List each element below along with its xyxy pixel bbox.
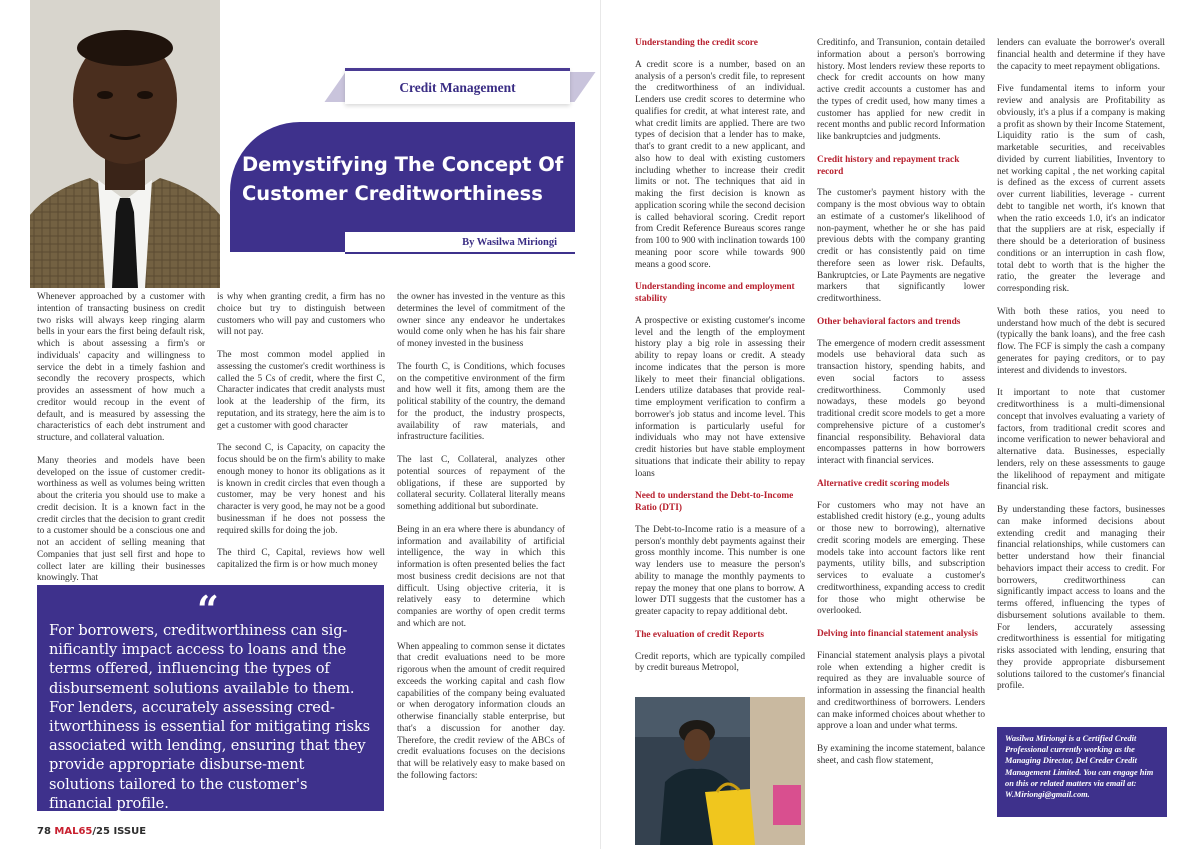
paragraph: The last C, Collateral, analyzes other potential sources of repayment of the obligations, if these are supported by collateral security. Collateral literally means something additional but subordinate. (397, 455, 565, 512)
paragraph: With both these ratios, you need to understand how much of the debt is secured (typically the bank loans), and the free cash flow. The FCF is simply the cash a company generates for paying creditors, or to pay interest and dividends to investors. (997, 306, 1165, 376)
left-column-3 (397, 292, 565, 794)
paragraph: The emergence of modern credit assessment models use behavioral data such as transaction history, spending habits, and even social factors to assess creditworthiness. Commonly used nowadays, these models go beyond traditional credit score models to get a more comprehensive picture of a customer's financial responsibility. Behavioral data encompasses patterns in how borrowers interact with financial services. (817, 338, 985, 466)
section-heading: The evaluation of credit Reports (635, 629, 765, 640)
paragraph: When appealing to common sense it dictates that credit evaluations need to be more rigorous when the amount of credit required exceeds the working capital and cash flow capabilities of the company being evaluated or when derogatory information clouds an otherwise financially stable enterprise, but that's a discussion for another day. Therefore, the credit review of the ABCs of credit evaluations focuses on the decisions that will be relatively easy to make based on the following factors: (397, 641, 565, 781)
pull-quote-text: For borrowers, creditworthiness can sig-nificantly impact access to loans and the terms offered, influencing the types of disbursement solutions available to them. For lenders, accurately assessing cred-itworthiness is essential for mitigating risks associated with lending, ensuring that they provide appropriate disburse-ment solutions tailored to the customer's financial profile. (49, 622, 371, 812)
paragraph: lenders can evaluate the borrower's overall financial health and determine if they have the capacity to meet repayment obligations. (997, 38, 1165, 72)
paragraph: Whenever approached by a customer with intention of transacting business on credit two risks will always keep ringing alarm bells in your ears the first being default risk, which is about assessing a firm's or individuals' capacity and willingness to service the debt in a timely fashion and secondly the recovery prospects, which provides an assessment of how much a creditor would recoup in the event of default, and is measured by assessing the characteristics of each debt instrument and structure, and collateral valuation. (37, 292, 205, 443)
article-photo (635, 697, 805, 845)
issue-label: /25 ISSUE (92, 826, 147, 837)
pull-quote (37, 585, 384, 811)
paragraph: The most common model applied in assessing the customer's credit worthiness is called the 5 Cs of credit, where the first C, Character indicates that credit analysts must look at the leadership of the firm, its reputation, and its strategy, here the aim is to get a customer with good character (217, 350, 385, 431)
magazine-brand: MAL65 (54, 826, 93, 837)
section-heading: Understanding income and employment stability (635, 282, 795, 304)
section-heading: Understanding the credit score (635, 38, 758, 48)
right-column-3 (997, 38, 1165, 704)
section-heading: Need to understand the Debt-to-Income Ratio (DTI) (635, 491, 794, 513)
section-heading: Other behavioral factors and trends (817, 316, 961, 327)
paragraph: The Debt-to-Income ratio is a measure of a person's monthly debt payments against their gross monthly income. This number is one way lenders use to measure the person's ability to manage the monthly payments to repay the money that one plans to borrow. A lower DTI suggests that the customer has a greater capacity to repay additional debt. (635, 524, 805, 617)
paragraph: The fourth C, is Conditions, which focuses on the competitive environment of the firm and how well it fits, among them are the political stability of the country, the demand for the product, the industry prospects, availability of raw materials, and infrastructure facilities. (397, 361, 565, 443)
paragraph: Creditinfo, and Transunion, contain detailed information about a person's borrowing history. Most lenders review these reports to check for credit accounts on how many active credit accounts a customer has and the types of credit used, how many times a customer has applied for new credit in recent months and public record Information like bankruptcies and judgments. (817, 38, 985, 142)
section-heading: Alternative credit scoring models (817, 478, 950, 489)
article-title: Demystifying The Concept Of Customer Creditworthiness (242, 153, 564, 205)
byline: By Wasilwa Miriongi (345, 232, 575, 254)
author-portrait (30, 0, 220, 288)
left-column-1 (37, 292, 205, 596)
left-column-2 (217, 292, 385, 583)
paragraph: Credit reports, which are typically compiled by credit bureaus Metropol, (635, 651, 805, 674)
paragraph: the owner has invested in the venture as this determines the level of commitment of the owner since any endeavor he undertakes would come only when he has his fair share of money invested in the business (397, 292, 565, 349)
paragraph: Financial statement analysis plays a pivotal role when extending a higher credit is required as they are invaluable source of information in assessing the financial health and creditworthiness of borrowers. Lenders can make informed choices about whether to approve a loan and under what terms. (817, 650, 985, 732)
section-label: Credit Management (345, 68, 570, 104)
paragraph: For customers who may not have an established credit history (e.g., young adults or those new to borrowing), alternative credit scoring models are emerging. These models take into account factors like rent payments, utility bills, and subscription services to evaluate a customer's creditworthiness, expanding access to credit for those who might otherwise be overlooked. (817, 500, 985, 617)
page-number: 78 (37, 826, 51, 837)
page-footer (37, 826, 146, 837)
paragraph: Five fundamental items to inform your review and analysis are Profitability as obviously, it's a plus if a company is making a profit as shown by their Income Statement, Liquidity ratio is the sum of cash, marketable securities, and receivables divided by current liabilities, Inventory to net working capital , the net working capital is defined as the excess of current assets over current liabilities, leverage - current debt to tangible net worth, it's known that when the ratio exceeds 1.0, it's an indicator that the suppliers are at risk, especially if there should be a deterioration of business conditions or an interruption in cash flow, total debt to worth that is the higher the ratio, the greater the leverage and corresponding risk. (997, 84, 1165, 294)
author-bio: Wasilwa Miriongi is a Certified Credit Professional currently working as the Managing Director, Del Creder Credit Management Limited. You can engage him on this or related matters via email at: W.Miriongi@gmail.com. (997, 727, 1167, 817)
photo-illustration (635, 697, 805, 845)
paragraph: By examining the income statement, balance sheet, and cash flow statement, (817, 744, 985, 766)
paragraph: A credit score is a number, based on an analysis of a person's credit file, to represent the creditworthiness of an individual. Lenders use credit scores to determine who qualifies for credit, at what interest rate, and what credit limits are applied. There are two types of decision that a lender has to make, that's to grant credit to a new applicant, and also how to deal with existing customers including whether to increase their credit limits or not. The techniques that aid in making the first decision is known as application scoring while the second decision is called behavioral scoring. Credit report from Credit Reference Bureaus scores range from 100 to 900 with inclination towards 100 meaning poor score while towards 900 means a good score. (635, 59, 805, 270)
right-column-1 (635, 38, 805, 686)
right-column-2 (817, 38, 985, 779)
paragraph: The customer's payment history with the company is the most obvious way to obtain an estimate of a customer's likelihood of non-payment, whether he or she has paid previous debts with the company granting credit or has consistently paid on time therefore seen as lower risk. Defaults, Bankruptcies, or Late Payments are negative markers that significantly lower creditworthiness. (817, 188, 985, 304)
section-heading: Credit history and repayment track record (817, 154, 960, 177)
paragraph: Many theories and models have been developed on the issue of customer credit-worthiness as well as volumes being written about the criteria you should use to make a credit decision. It is a known fact in the credit circles that the decision to grant credit to a customer should be a conscious one and not an accident of selling meaning that Companies that just sell first and hope to collect later are killing their businesses knowingly. That (37, 455, 205, 584)
paragraph: A prospective or existing customer's income level and the length of the employment history play a big role in assessing their ability to repay loans or credit. A steady income indicates that the person is more likely to meet their financial obligations. Lenders utilize databases that provide real-time employment verification to confirm a borrower's job status and income level. This information is particularly useful for individuals who may not have extensive credit histories but have stable employment situations that indicate their ability to repay loans (635, 315, 805, 479)
paragraph: is why when granting credit, a firm has no choice but try to distinguish between customers who will pay and customers who will not pay. (217, 292, 385, 338)
paragraph: By understanding these factors, businesses can make informed decisions about extending credit and managing their financial relationships, while customers can better understand how their financial behaviors impact their access to credit. For borrowers, creditworthiness can significantly impact access to loans and the terms offered, influencing the types of disbursement solutions available to them. For lenders, accurately assessing creditworthiness is essential for mitigating risks associated with lending, ensuring that they provide appropriate disbursement solutions tailored to the customer's financial profile. (997, 505, 1165, 692)
quote-mark-icon: “ (197, 587, 219, 632)
paragraph: Being in an era where there is abundancy of information and availability of artificial intelligence, the way in which this information is often presented belies the fact most business credit decisions are not that difficult. Using objective criteria, it is relatively easy to determine which companies are worthy of open credit terms and which are not. (397, 524, 565, 629)
paragraph: The second C, is Capacity, on capacity the focus should be on the firm's ability to make enough money to honor its obligations as it is known in credit circles that even though a customer, may be very honest and his character is very good, he may not be a good businessman if he does not possess the required skills for doing the job. (217, 443, 385, 536)
paragraph: The third C, Capital, reviews how well capitalized the firm is or how much money (217, 548, 385, 570)
paragraph: It important to note that customer creditworthiness is a multi-dimensional concept that involves evaluating a variety of factors, from traditional credit scores and income verification to newer behavioral and alternative data. Businesses, especially lenders, rely on these assessments to gauge the likelihood of repayment and mitigate financial risk. (997, 388, 1165, 493)
section-heading: Delving into financial statement analysis (817, 629, 978, 639)
author-portrait-illustration (30, 0, 220, 288)
